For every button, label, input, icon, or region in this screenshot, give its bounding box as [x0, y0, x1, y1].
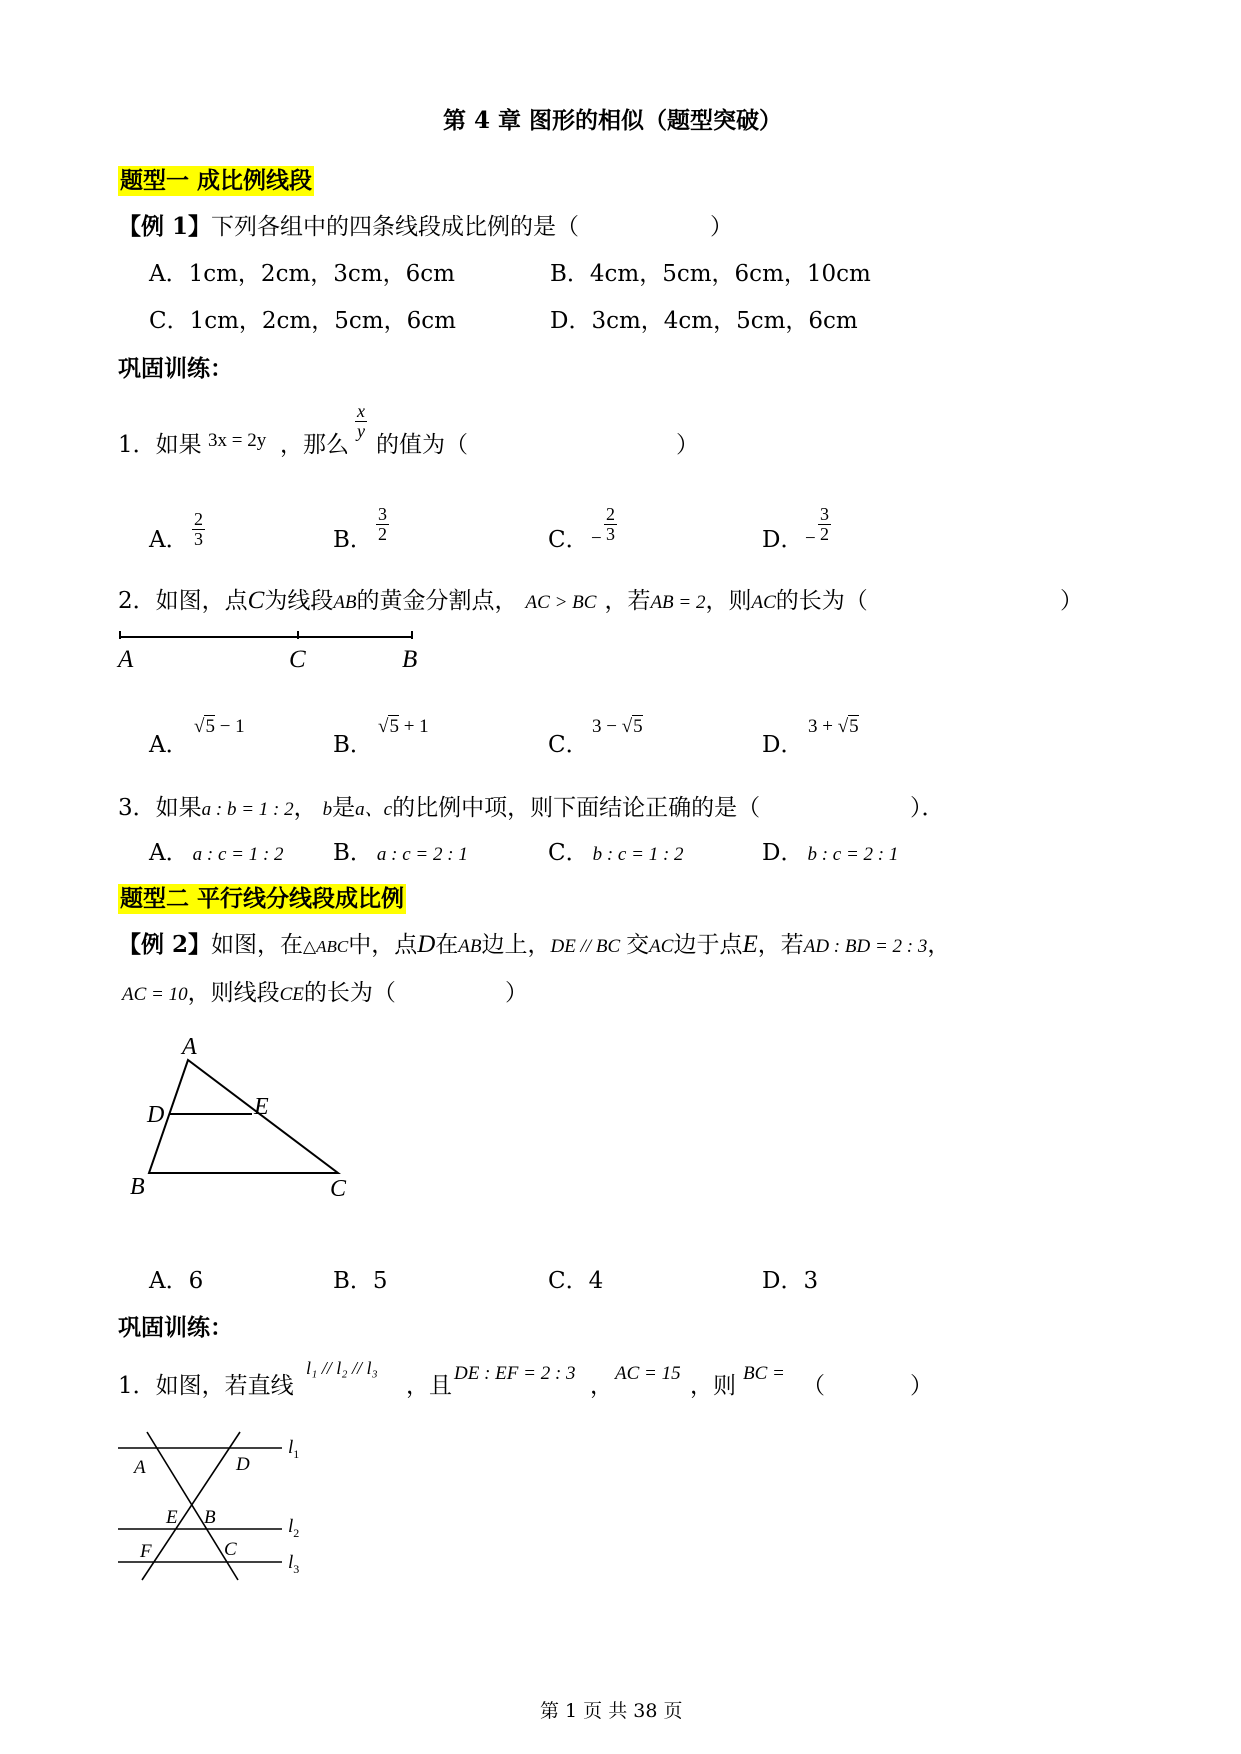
label-e: E: [166, 1507, 178, 1528]
ex2-option-d: D．3: [762, 1268, 819, 1294]
label-e: E: [254, 1094, 269, 1120]
question-3: 3．如果a : b = 1 : 2， b是a、c的比例中项，则下面结论正确的是（: [118, 795, 761, 821]
label-l3: $l_3$: [288, 1552, 300, 1576]
q-suffix: 的值为（: [376, 432, 468, 458]
q2-option-b-expr: √5 + 1: [378, 716, 429, 737]
example-1-stem: [118, 212, 579, 242]
page-title: 第 4 章 图形的相似（题型突破）: [443, 107, 783, 134]
q2-option-a: A．: [149, 732, 189, 758]
s2q1-open: （: [802, 1373, 825, 1399]
q-prefix: 1．如果: [118, 432, 202, 458]
q2-option-c-expr: 3 − √5: [592, 716, 643, 737]
s2q1-t2: ，: [590, 1373, 613, 1399]
example-2-line1: 【例 2】如图，在△ABC中，点D在AB边上，DE // BC 交AC边于点E，若AD : BD = 2 : 3，: [118, 931, 951, 958]
section-heading-2: 题型二 平行线分线段成比例: [120, 885, 405, 912]
label-b: B: [130, 1174, 145, 1200]
label-l1: $l_1$: [288, 1437, 300, 1461]
q1-option-d-sign: −: [805, 528, 816, 549]
label-c: C: [289, 646, 306, 673]
bc-expr: BC =: [743, 1363, 785, 1384]
q3-option-b: B． a : c = 2 : 1: [333, 840, 468, 866]
q1-option-c-sign: −: [591, 528, 602, 549]
label-c: C: [330, 1176, 347, 1202]
label-a: A: [182, 1034, 197, 1060]
q1-option-a: A．: [149, 527, 189, 553]
label-d: D: [236, 1454, 250, 1475]
q1-option-d-frac: $\frac{3}{2}$: [820, 504, 829, 544]
ratio-expr: DE : EF = 2 : 3: [454, 1363, 576, 1384]
parallel-lines-figure: [112, 1428, 322, 1588]
label-b: B: [402, 646, 418, 673]
q2-option-d-expr: 3 + √5: [808, 716, 859, 737]
label-b: B: [204, 1507, 216, 1528]
q1-option-d: D．: [762, 527, 804, 553]
q1-option-b: B．: [333, 527, 373, 553]
example-1-text: 下列各组中的四条线段成比例的是（: [211, 214, 580, 240]
label-l2: $l_2$: [288, 1516, 300, 1540]
page-footer: 第 1 页 共 38 页: [540, 1700, 683, 1722]
label-a: A: [118, 646, 134, 673]
label-d: D: [147, 1102, 165, 1128]
triangle-figure: [125, 1030, 365, 1205]
s2q1-t1: ，且: [406, 1373, 452, 1399]
ac-expr: AC = 15: [615, 1363, 681, 1384]
q1-option-b-frac: $\frac{3}{2}$: [378, 504, 387, 544]
parallel-lines-expr: l₁ // l₂ // l₃: [306, 1358, 378, 1378]
label-c: C: [224, 1539, 237, 1560]
q2-option-a-expr: √5 − 1: [194, 716, 245, 737]
option-b: B．4cm，5cm，6cm，10cm: [550, 261, 871, 287]
q-mid: ，那么: [280, 432, 349, 458]
example-tag: 【例 1】: [118, 213, 212, 240]
option-d: D．3cm，4cm，5cm，6cm: [550, 308, 858, 334]
q3-option-c: C． b : c = 1 : 2: [548, 840, 684, 866]
section2-question-1: 1．如图，若直线: [118, 1373, 294, 1399]
q3-close: ）．: [910, 795, 945, 821]
s2q1-close: ）: [910, 1373, 933, 1399]
ex2-option-c: C．4: [548, 1268, 604, 1294]
q1-option-c: C．: [548, 527, 589, 553]
s2q1-t3: ，则: [690, 1373, 736, 1399]
q-close: ）: [676, 432, 699, 458]
example-2-line2: AC = 10，则线段CE的长为（: [122, 980, 396, 1006]
q2-option-c: C．: [548, 732, 589, 758]
section-heading-1: 题型一 成比例线段: [120, 167, 313, 194]
q1-option-c-frac: $\frac{2}{3}$: [606, 504, 615, 544]
practice-label-2: 巩固训练：: [118, 1314, 233, 1341]
fraction-x-over-y: $\frac{x}{y}$: [357, 401, 365, 441]
option-c: C．1cm，2cm，5cm，6cm: [149, 308, 456, 334]
question-2: 2．如图，点C为线段AB的黄金分割点， AC > BC ，若AB = 2，则AC的长为（: [118, 587, 868, 614]
ex2-option-a: A．6: [149, 1268, 204, 1294]
equation: 3x = 2y: [208, 430, 267, 451]
label-a: A: [134, 1457, 146, 1478]
q2-close: ）: [1060, 588, 1083, 614]
example-1-close: ）: [710, 214, 733, 240]
practice-label: 巩固训练：: [118, 355, 233, 382]
q3-option-a: A． a : c = 1 : 2: [149, 840, 284, 866]
ex2-option-b: B．5: [333, 1268, 388, 1294]
q1-option-a-frac: $\frac{2}{3}$: [194, 509, 203, 549]
example-2-close: ）: [505, 980, 528, 1006]
q2-option-b: B．: [333, 732, 373, 758]
q2-option-d: D．: [762, 732, 804, 758]
golden-section-figure: [112, 625, 422, 675]
option-a: A．1cm，2cm，3cm，6cm: [149, 261, 455, 287]
q3-option-d: D． b : c = 2 : 1: [762, 840, 899, 866]
label-f: F: [140, 1541, 152, 1562]
question-1: [118, 430, 202, 460]
